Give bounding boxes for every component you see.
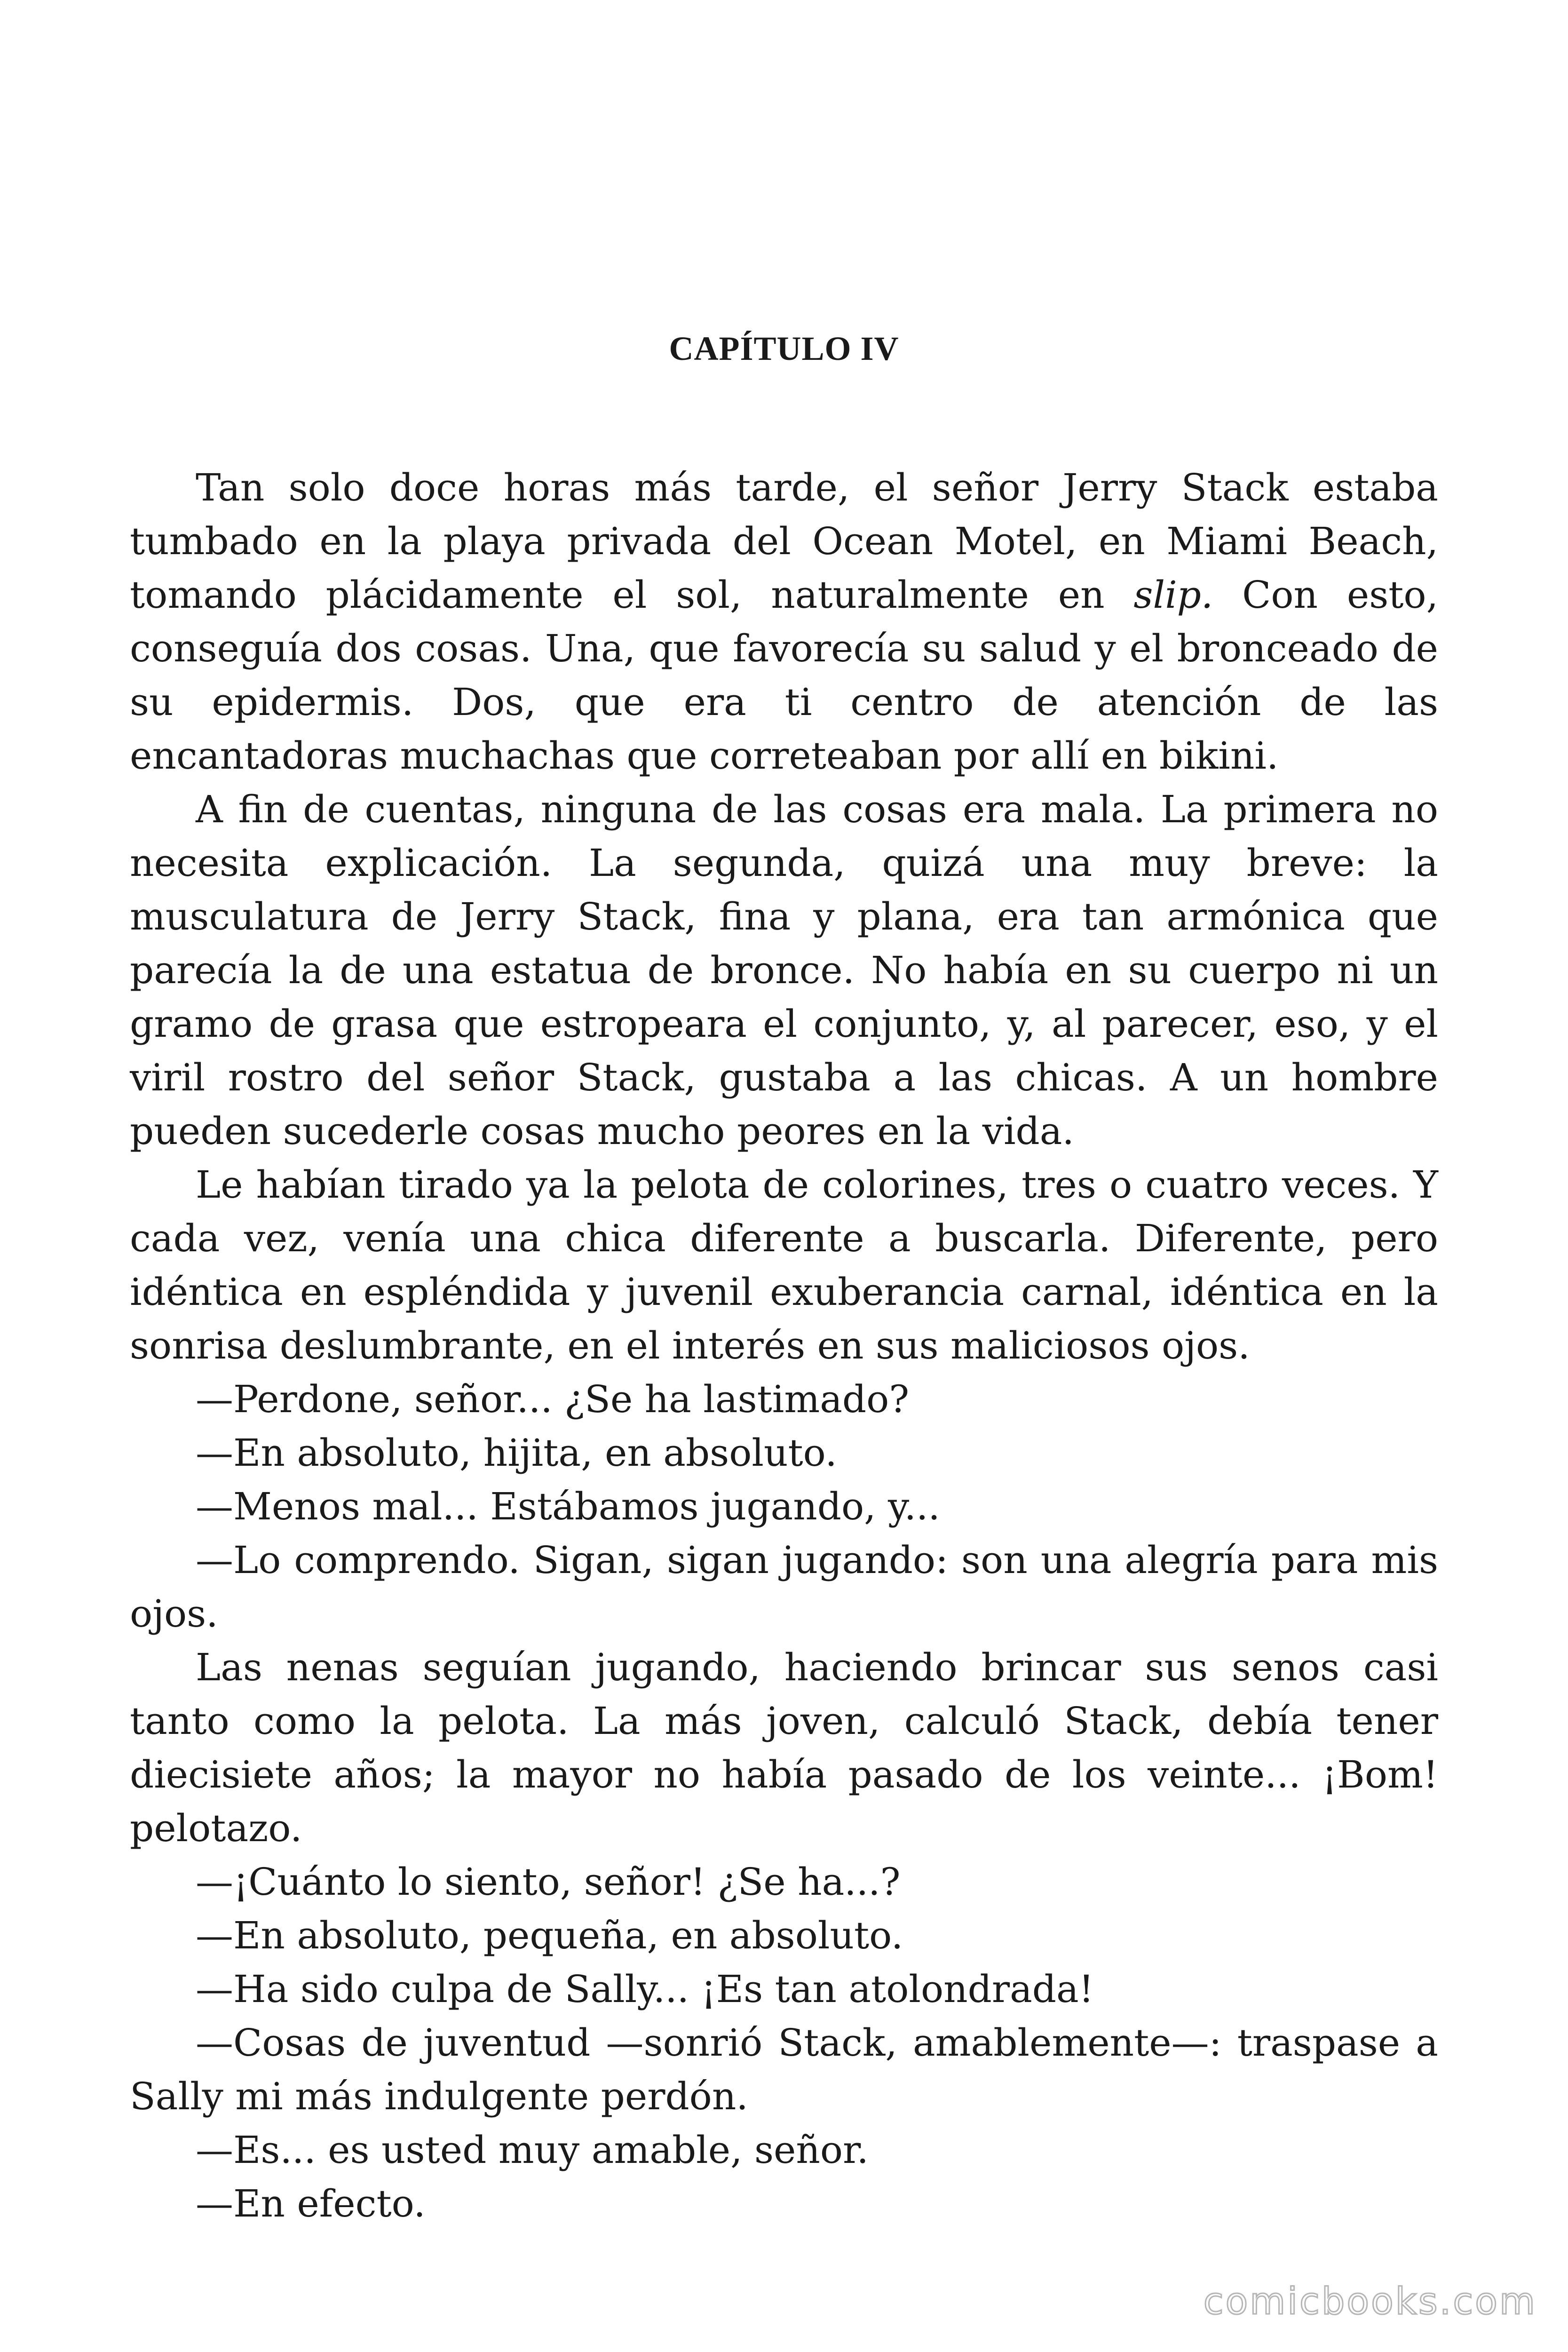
- dialogue-line: —Cosas de juventud —sonrió Stack, amablemente—: traspase a Sally mi más indulgente perdón.: [130, 2021, 1438, 2118]
- dialogue-line: —Ha sido culpa de Sally... ¡Es tan atolondrada!: [196, 1967, 1094, 2011]
- dialogue-line: —Lo comprendo. Sigan, sigan jugando: son una alegría para mis ojos.: [130, 1538, 1438, 1636]
- dialogue-line: —Perdone, señor... ¿Se ha lastimado?: [196, 1377, 910, 1421]
- paragraph-text: Con esto, conseguía dos cosas. Una, que favorecía su salud y el bronceado de su epidermis. Dos, que era ti centro de atención de las encantadoras muchachas que correteaban por allí en bikini.: [130, 573, 1438, 778]
- emphasis-text: slip.: [1133, 573, 1213, 617]
- watermark: comicbooks.com: [1203, 2280, 1537, 2323]
- paragraph-text: Tan solo doce horas más tarde, el señor Jerry Stack estaba tumbado en la playa privada del Ocean Motel, en Miami Beach, tomando plácidamente el sol, naturalmente en: [130, 466, 1438, 617]
- dialogue-line: —En absoluto, pequeña, en absoluto.: [196, 1914, 903, 1957]
- chapter-title: CAPÍTULO IV: [669, 330, 899, 367]
- dialogue-line: —Es... es usted muy amable, señor.: [196, 2128, 869, 2172]
- paragraph: Le habían tirado ya la pelota de colorines, tres o cuatro veces. Y cada vez, venía una chica diferente a buscarla. Diferente, pero idéntica en espléndida y juvenil exuberancia carnal, idéntica en la sonrisa deslumbrante, en el interés en sus maliciosos ojos.: [130, 1163, 1438, 1367]
- dialogue-line: —Menos mal... Estábamos jugando, y...: [196, 1485, 940, 1528]
- paragraph: A fin de cuentas, ninguna de las cosas era mala. La primera no necesita explicación. La segunda, quizá una muy breve: la musculatura de Jerry Stack, fina y plana, era tan armónica que parecía la de una estatua de bronce. No había en su cuerpo ni un gramo de grasa que estropeara el conjunto, y, al parecer, eso, y el viril rostro del señor Stack, gustaba a las chicas. A un hombre pueden sucederle cosas mucho peores en la vida.: [130, 787, 1438, 1153]
- chapter-text: [130, 461, 1438, 2231]
- dialogue-line: —En absoluto, hijita, en absoluto.: [196, 1431, 837, 1475]
- paragraph: Las nenas seguían jugando, haciendo brincar sus senos casi tanto como la pelota. La más joven, calculó Stack, debía tener diecisiete años; la mayor no había pasado de los veinte... ¡Bom! pelotazo.: [130, 1645, 1438, 1850]
- dialogue-line: —¡Cuánto lo siento, señor! ¿Se ha...?: [196, 1860, 901, 1904]
- paragraph: [130, 461, 1438, 783]
- dialogue-line: —En efecto.: [196, 2182, 426, 2225]
